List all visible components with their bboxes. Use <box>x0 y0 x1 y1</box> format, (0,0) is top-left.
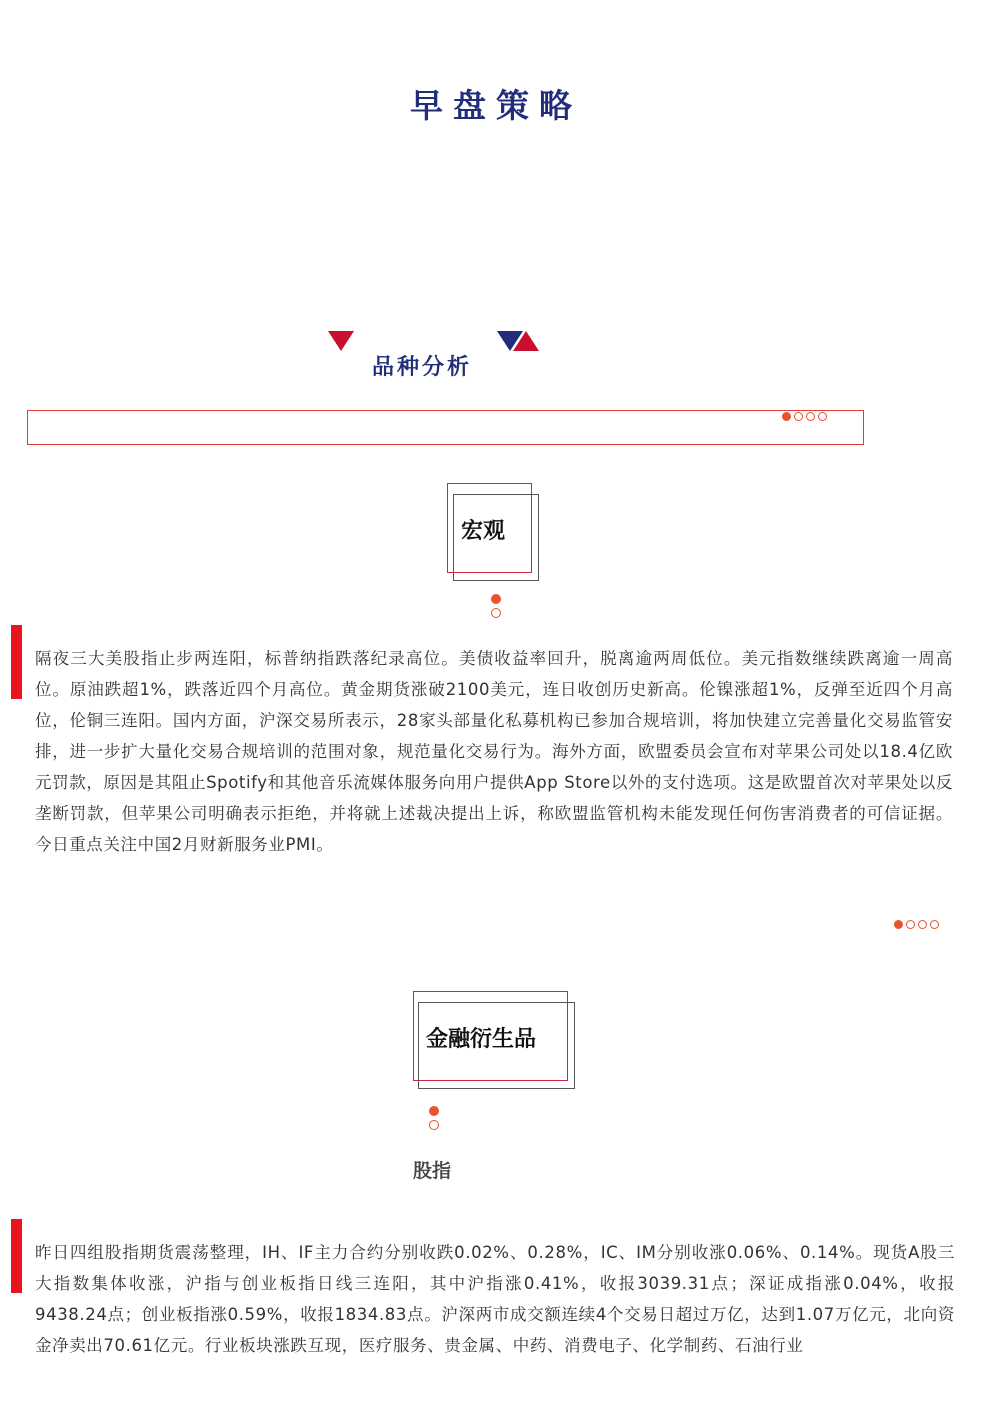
macro-section-title: 宏观 <box>461 519 506 544</box>
stock-index-heading: 股指 <box>413 1160 452 1182</box>
dot-filled-icon <box>429 1106 439 1116</box>
accent-bar <box>11 1219 22 1293</box>
accent-bar <box>11 625 22 699</box>
dot-hollow-icon <box>429 1120 439 1130</box>
derivatives-section-title: 金融衍生品 <box>426 1027 537 1052</box>
decorative-dots-icon <box>894 920 939 929</box>
decorative-dots-icon <box>782 412 827 421</box>
derivatives-paragraph: 昨日四组股指期货震荡整理，IH、IF主力合约分别收跌0.02%、0.28%，IC、IM分别收涨0.06%、0.14%。现货A股三大指数集体收涨，沪指与创业板指日线三连阳，其中沪指涨0.41%，收报3039.31点；深证成指涨0.04%，收报9438.24点；创业板指涨0.59%，收报1834.83点。沪深两市成交额连续4个交易日超过万亿，达到1.07万亿元，北向资金净卖出70.61亿元。行业板块涨跌互现，医疗服务、贵金属、中药、消费电子、化学制药、石油行业 <box>35 1243 955 1355</box>
red-triangle-icon <box>328 331 354 351</box>
macro-paragraph: 隔夜三大美股指止步两连阳，标普纳指跌落纪录高位。美债收益率回升，脱离逾两周低位。美元指数继续跌离逾一周高位。原油跌超1%，跌落近四个月高位。黄金期货涨破2100美元，连日收创历史新高。伦镍涨超1%，反弹至近四个月高位，伦铜三连阳。国内方面，沪深交易所表示，28家头部量化私募机构已参加合规培训，将加快建立完善量化交易监管安排，进一步扩大量化交易合规培训的范围对象，规范量化交易行为。海外方面，欧盟委员会宣布对苹果公司处以18.4亿欧元罚款，原因是其阻止Spotify和其他音乐流媒体服务向用户提供App Store以外的支付选项。这是欧盟首次对苹果处以反垄断罚款，但苹果公司明确表示拒绝，并将就上述裁决提出上诉，称欧盟监管机构未能发现任何伤害消费者的可信证据。今日重点关注中国2月财新服务业PMI。 <box>35 649 953 854</box>
banner-frame <box>27 410 864 445</box>
section-subtitle: 品种分析 <box>372 355 473 380</box>
dot-hollow-icon <box>491 608 501 618</box>
page-title: 早盘策略 <box>410 86 582 125</box>
red-triangle-up-icon <box>513 331 539 351</box>
dot-filled-icon <box>491 594 501 604</box>
